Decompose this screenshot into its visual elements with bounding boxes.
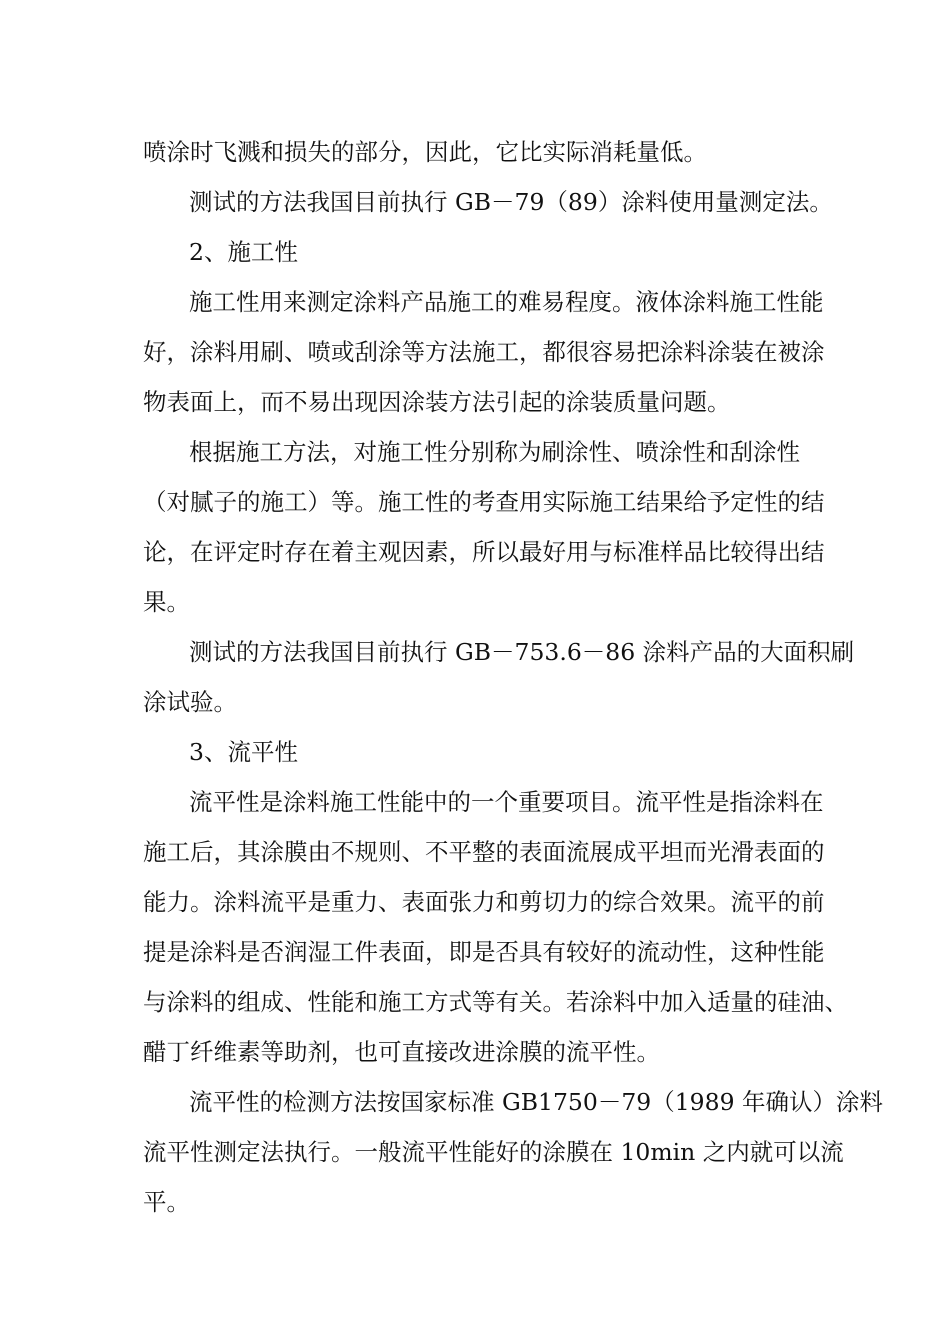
paragraph-line: 测试的方法我国目前执行 GB－79（89）涂料使用量测定法。 — [189, 188, 833, 216]
paragraph-line: 物表面上，而不易出现因涂装方法引起的涂装质量问题。 — [143, 388, 731, 416]
section-heading: 2、施工性 — [189, 238, 298, 266]
paragraph-line: 测试的方法我国目前执行 GB－753.6－86 涂料产品的大面积刷 — [189, 638, 855, 666]
paragraph-line: 与涂料的组成、性能和施工方式等有关。若涂料中加入适量的硅油、 — [143, 988, 848, 1016]
paragraph-line: 根据施工方法，对施工性分别称为刷涂性、喷涂性和刮涂性 — [189, 438, 800, 466]
paragraph-line: 施工性用来测定涂料产品施工的难易程度。液体涂料施工性能 — [189, 288, 824, 316]
paragraph-line: 喷涂时飞溅和损失的部分，因此，它比实际消耗量低。 — [143, 138, 707, 166]
paragraph-line: 流平性的检测方法按国家标准 GB1750－79（1989 年确认）涂料 — [189, 1088, 883, 1116]
paragraph-line: 论，在评定时存在着主观因素，所以最好用与标准样品比较得出结 — [143, 538, 825, 566]
paragraph-line: 能力。涂料流平是重力、表面张力和剪切力的综合效果。流平的前 — [143, 888, 825, 916]
paragraph-line: 提是涂料是否润湿工件表面，即是否具有较好的流动性，这种性能 — [143, 938, 825, 966]
paragraph-line: 好，涂料用刷、喷或刮涂等方法施工，都很容易把涂料涂装在被涂 — [143, 338, 825, 366]
paragraph-line: 平。 — [143, 1188, 190, 1216]
paragraph-line: 涂试验。 — [143, 688, 237, 716]
paragraph-line: 施工后，其涂膜由不规则、不平整的表面流展成平坦而光滑表面的 — [143, 838, 825, 866]
paragraph-line: 果。 — [143, 588, 190, 616]
section-heading: 3、流平性 — [189, 738, 298, 766]
paragraph-line: 醋丁纤维素等助剂，也可直接改进涂膜的流平性。 — [143, 1038, 660, 1066]
paragraph-line: 流平性测定法执行。一般流平性能好的涂膜在 10min 之内就可以流 — [143, 1138, 844, 1166]
paragraph-line: （对腻子的施工）等。施工性的考查用实际施工结果给予定性的结 — [143, 488, 825, 516]
paragraph-line: 流平性是涂料施工性能中的一个重要项目。流平性是指涂料在 — [189, 788, 824, 816]
